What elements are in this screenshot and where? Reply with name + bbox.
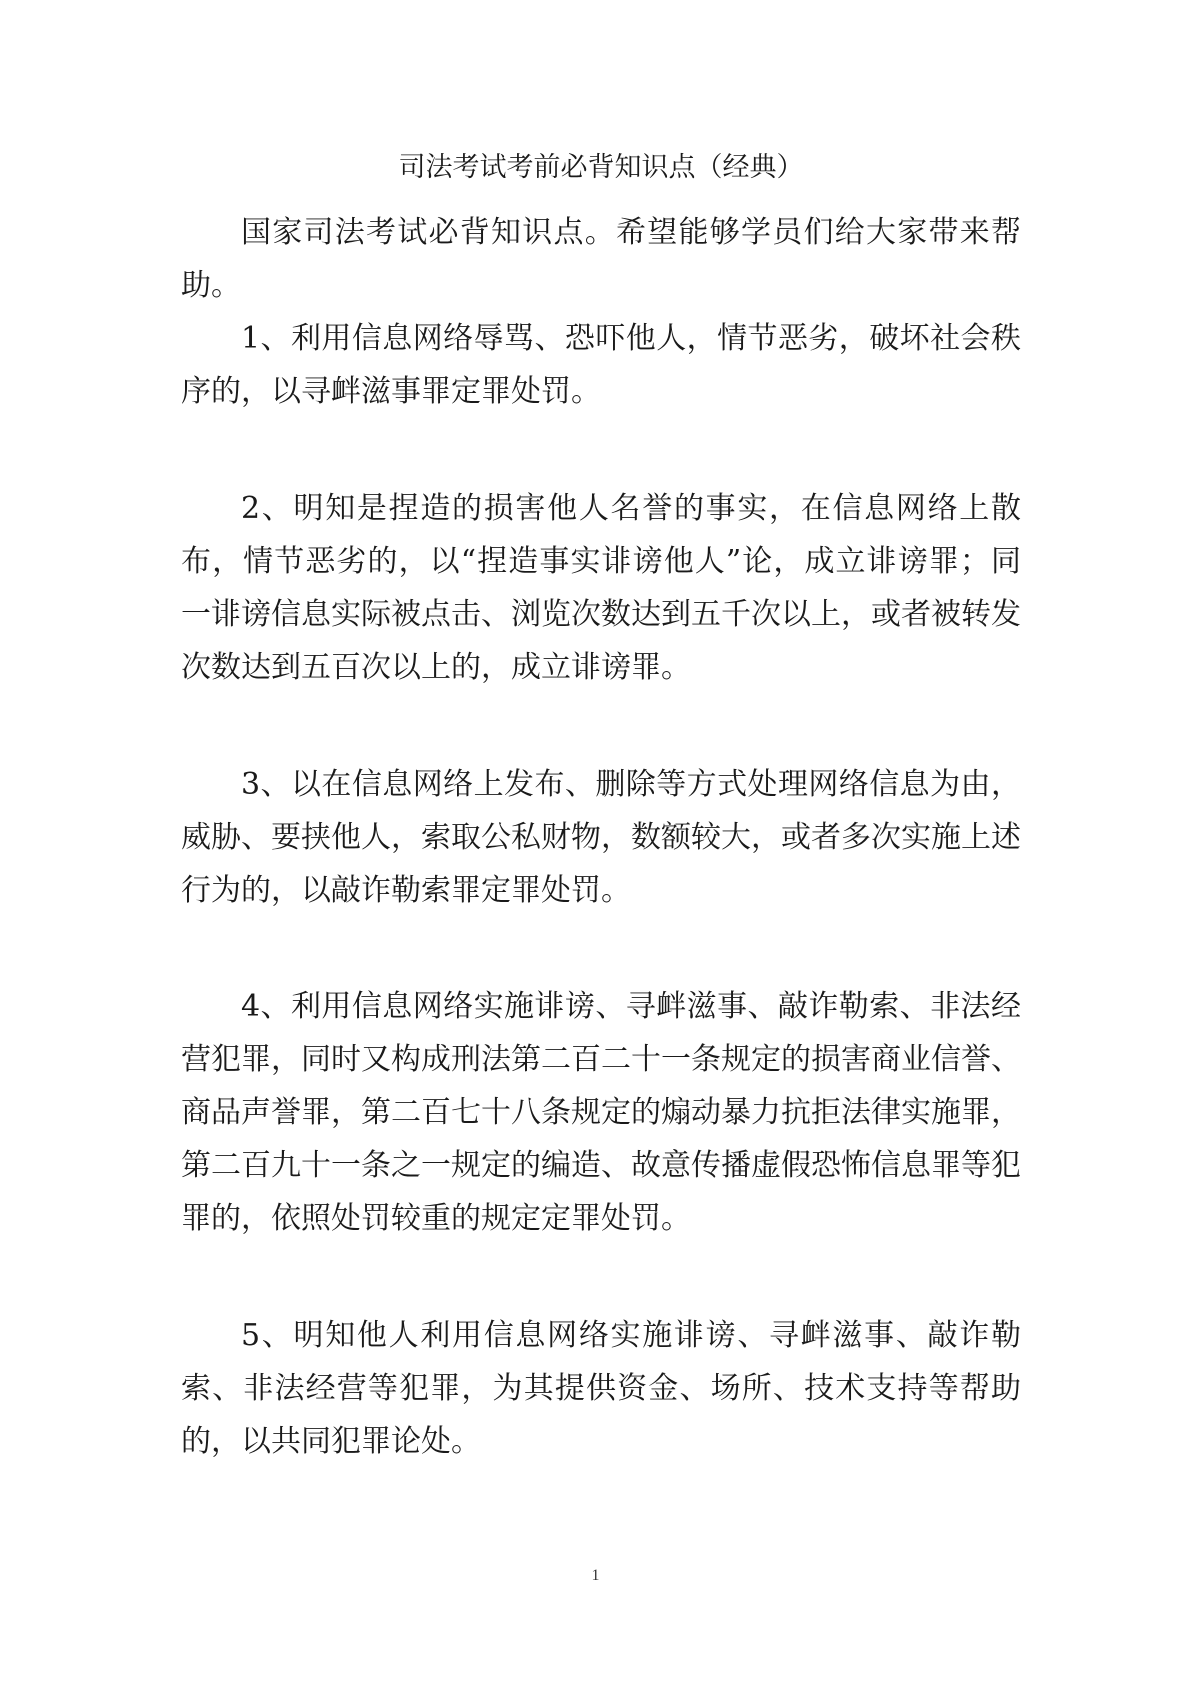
page-number: 1: [591, 1567, 600, 1584]
knowledge-point-3: 3、以在信息网络上发布、删除等方式处理网络信息为由，威胁、要挟他人，索取公私财物，数额较大，或者多次实施上述行为的，以敲诈勒索罪定罪处罚。: [181, 767, 1021, 908]
intro-paragraph: 国家司法考试必背知识点。希望能够学员们给大家带来帮助。: [181, 215, 1021, 303]
knowledge-point-4: 4、利用信息网络实施诽谤、寻衅滋事、敲诈勒索、非法经营犯罪，同时又构成刑法第二百二十一条规定的损害商业信誉、商品声誉罪，第二百七十八条规定的煽动暴力抗拒法律实施罪，第二百九十一条之一规定的编造、故意传播虚假恐怖信息罪等犯罪的，依照处罚较重的规定定罪处罚。: [181, 989, 1021, 1236]
knowledge-point-1: 1、利用信息网络辱骂、恐吓他人，情节恶劣，破坏社会秩序的，以寻衅滋事罪定罪处罚。: [181, 321, 1021, 409]
document-title: 司法考试考前必背知识点（经典）: [398, 152, 804, 183]
knowledge-point-2: 2、明知是捏造的损害他人名誉的事实，在信息网络上散布，情节恶劣的，以“捏造事实诽谤他人”论，成立诽谤罪；同一诽谤信息实际被点击、浏览次数达到五千次以上，或者被转发次数达到五百次以上的，成立诽谤罪。: [181, 491, 1021, 685]
knowledge-point-5: 5、明知他人利用信息网络实施诽谤、寻衅滋事、敲诈勒索、非法经营等犯罪，为其提供资金、场所、技术支持等帮助的，以共同犯罪论处。: [181, 1318, 1021, 1459]
